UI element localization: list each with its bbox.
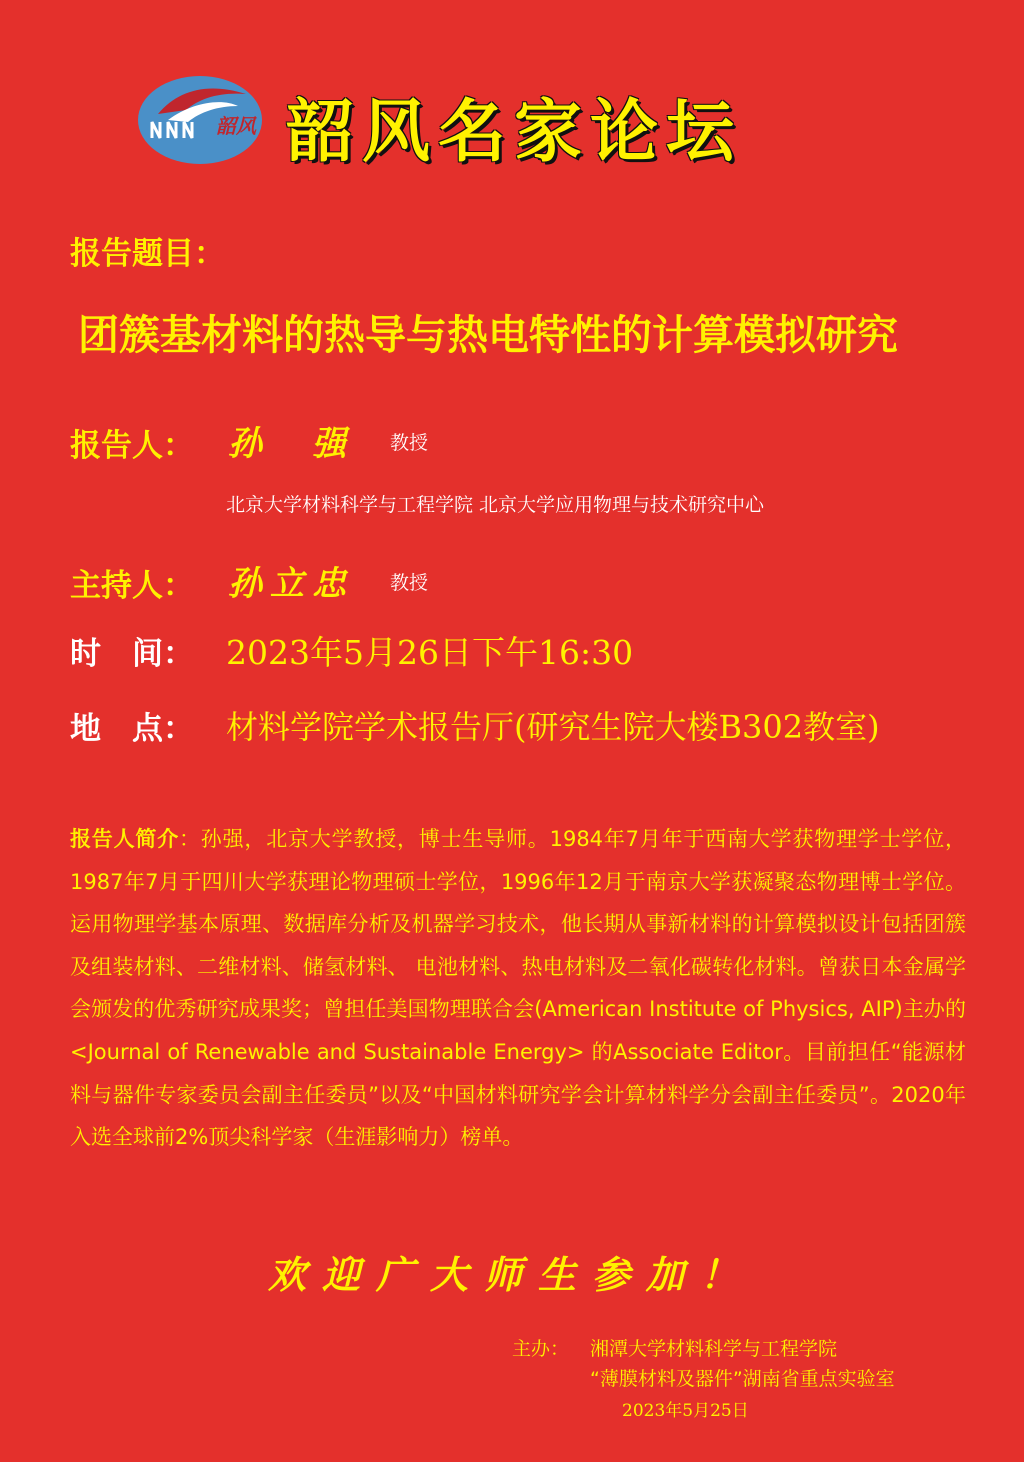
bio-text: ：孙强，北京大学教授，博士生导师。1984年7月年于西南大学获物理学士学位，1987年7月于四川大学获理论物理硕士学位，1996年12月于南京大学获凝聚态物理博士学位。运用物理学基本原理、数据库分析及机器学习技术，他长期从事新材料的计算模拟设计包括团簇及组装材料、二维材料、储氢材料、 电池材料、热电材料及二氧化碳转化材料。曾获日本金属学会颁发的优秀研究成果奖；曾担任美国物理联合会(American Institute of Physics, AIP)主办的<Journal of Renewable and Sustainable Energy> 的Associate Editor。目前担任“能源材料与器件专家委员会副主任委员”以及“中国材料研究学会计算材料学分会副主任委员”。2020年入选全球前2%顶尖科学家（生涯影响力）榜单。 <box>70 827 966 1150</box>
time-value: 2023年5月26日下午16:30 <box>226 633 634 672</box>
welcome-message: 欢迎广大师生参加！ <box>268 1252 755 1297</box>
speaker-name: 孙 强 <box>228 424 354 464</box>
speaker-label: 报告人： <box>70 428 194 464</box>
organizer-line1: 湘潭大学材料科学与工程学院 <box>590 1338 838 1360</box>
report-title: 团簇基材料的热导与热电特性的计算模拟研究 <box>78 311 898 359</box>
speaker-bio <box>70 818 966 1159</box>
place-label: 地 点： <box>70 711 194 747</box>
speaker-affiliation: 北京大学材料科学与工程学院 北京大学应用物理与技术研究中心 <box>226 494 765 516</box>
moderator-label: 主持人： <box>70 568 194 604</box>
report-title-label: 报告题目： <box>70 236 225 272</box>
moderator-rank: 教授 <box>390 572 429 594</box>
forum-logo <box>138 76 262 164</box>
forum-title: 韶风名家论坛 <box>286 93 743 172</box>
organizer-date: 2023年5月25日 <box>622 1401 749 1421</box>
bio-label: 报告人简介 <box>70 827 179 851</box>
logo-text: 韶风 <box>216 114 256 138</box>
organizer-label: 主办： <box>512 1338 570 1360</box>
moderator-name: 孙立忠 <box>228 564 354 604</box>
speaker-rank: 教授 <box>390 432 429 454</box>
organizer-line2: “薄膜材料及器件”湖南省重点实验室 <box>590 1368 895 1390</box>
time-label: 时 间： <box>70 636 194 672</box>
place-value: 材料学院学术报告厅(研究生院大楼B302教室) <box>226 708 880 746</box>
